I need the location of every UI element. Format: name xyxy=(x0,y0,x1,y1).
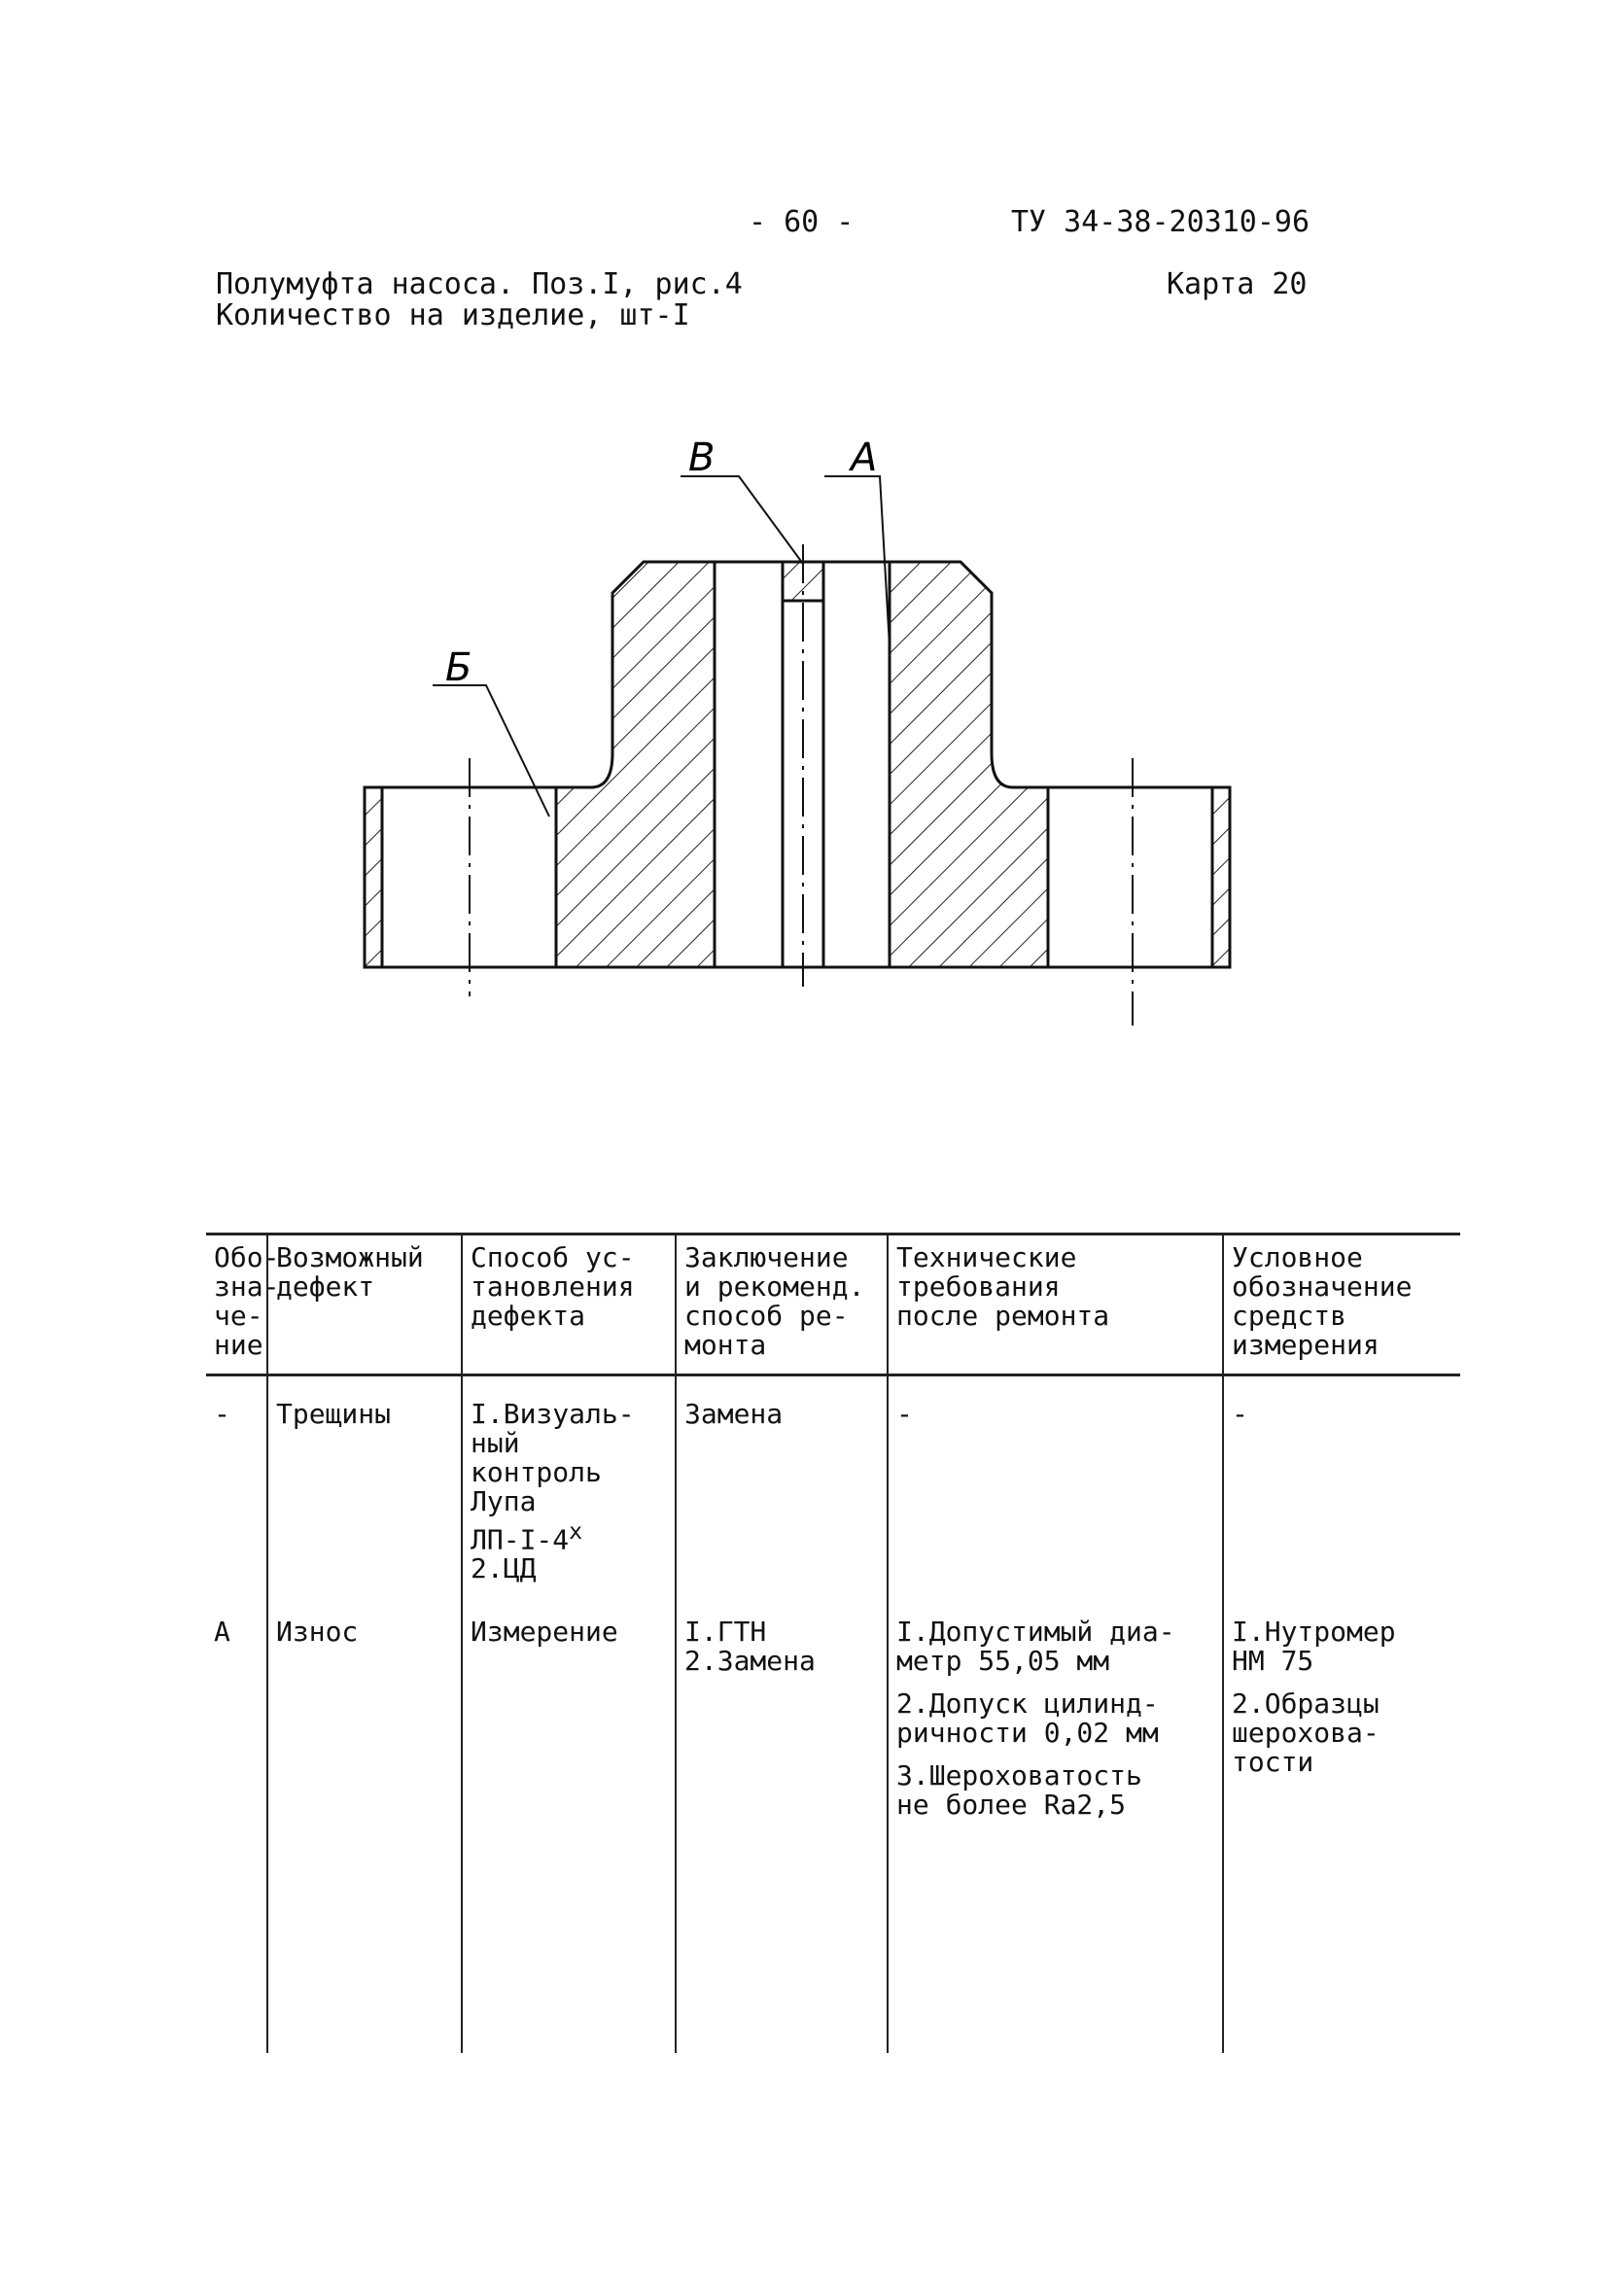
header-designation: Обо- зна- че- ние xyxy=(206,1235,267,1375)
header-instruments: Условное обозначение средств измерения xyxy=(1223,1235,1460,1375)
table-row xyxy=(206,1598,1460,2053)
header-defect: Возможный дефект xyxy=(267,1235,462,1375)
header-conclusion: Заключение и рекоменд. способ ре- монта xyxy=(676,1235,888,1375)
requirement-item: I.Допустимый диа- метр 55,05 мм xyxy=(896,1616,1175,1677)
method-superscript: x xyxy=(569,1517,583,1545)
hatched-section xyxy=(365,562,1230,967)
header-requirements: Технические требования после ремонта xyxy=(888,1235,1223,1375)
label-b: В xyxy=(688,435,716,480)
cell-designation: - xyxy=(206,1375,267,1599)
instrument-item: I.Нутромер НМ 75 xyxy=(1232,1616,1396,1677)
cell-method: Измерение xyxy=(462,1598,676,2053)
label-be: Б xyxy=(445,645,472,690)
method-tail: 2.ЦД xyxy=(471,1552,537,1585)
cell-instruments xyxy=(1223,1598,1460,2053)
cell-conclusion: I.ГТН 2.Замена xyxy=(676,1598,888,2053)
label-a: А xyxy=(851,435,878,480)
part-outline xyxy=(365,562,1230,967)
method-text: I.Визуаль- ный контроль Лупа ЛП-I-4 xyxy=(471,1398,635,1556)
cell-conclusion: Замена xyxy=(676,1375,888,1599)
cell-designation: А xyxy=(206,1598,267,2053)
cell-instruments: - xyxy=(1223,1375,1460,1599)
part-title: Полумуфта насоса. Поз.I, рис.4 xyxy=(216,267,743,301)
cell-requirements: - xyxy=(888,1375,1223,1599)
cell-defect: Износ xyxy=(267,1598,462,2053)
requirement-item: 2.Допуск цилинд- ричности 0,02 мм xyxy=(896,1687,1159,1749)
cell-defect: Трещины xyxy=(267,1375,462,1599)
header-method: Способ ус- тановления дефекта xyxy=(462,1235,676,1375)
card-number: Карта 20 xyxy=(1167,267,1308,301)
bore-lines xyxy=(382,562,1212,967)
cell-method xyxy=(462,1375,676,1599)
table-header-row xyxy=(206,1235,1460,1375)
page-number: - 60 - xyxy=(749,205,855,239)
instrument-item: 2.Образцы шерохова- тости xyxy=(1232,1687,1380,1778)
defects-table xyxy=(206,1233,1460,2053)
document-code: ТУ 34-38-20310-96 xyxy=(1011,205,1310,239)
requirement-item: 3.Шероховатость не более Ra2,5 xyxy=(896,1759,1142,1821)
part-drawing xyxy=(0,0,1607,1089)
cell-requirements xyxy=(888,1598,1223,2053)
table-row xyxy=(206,1375,1460,1599)
quantity-line: Количество на изделие, шт-I xyxy=(216,298,690,332)
